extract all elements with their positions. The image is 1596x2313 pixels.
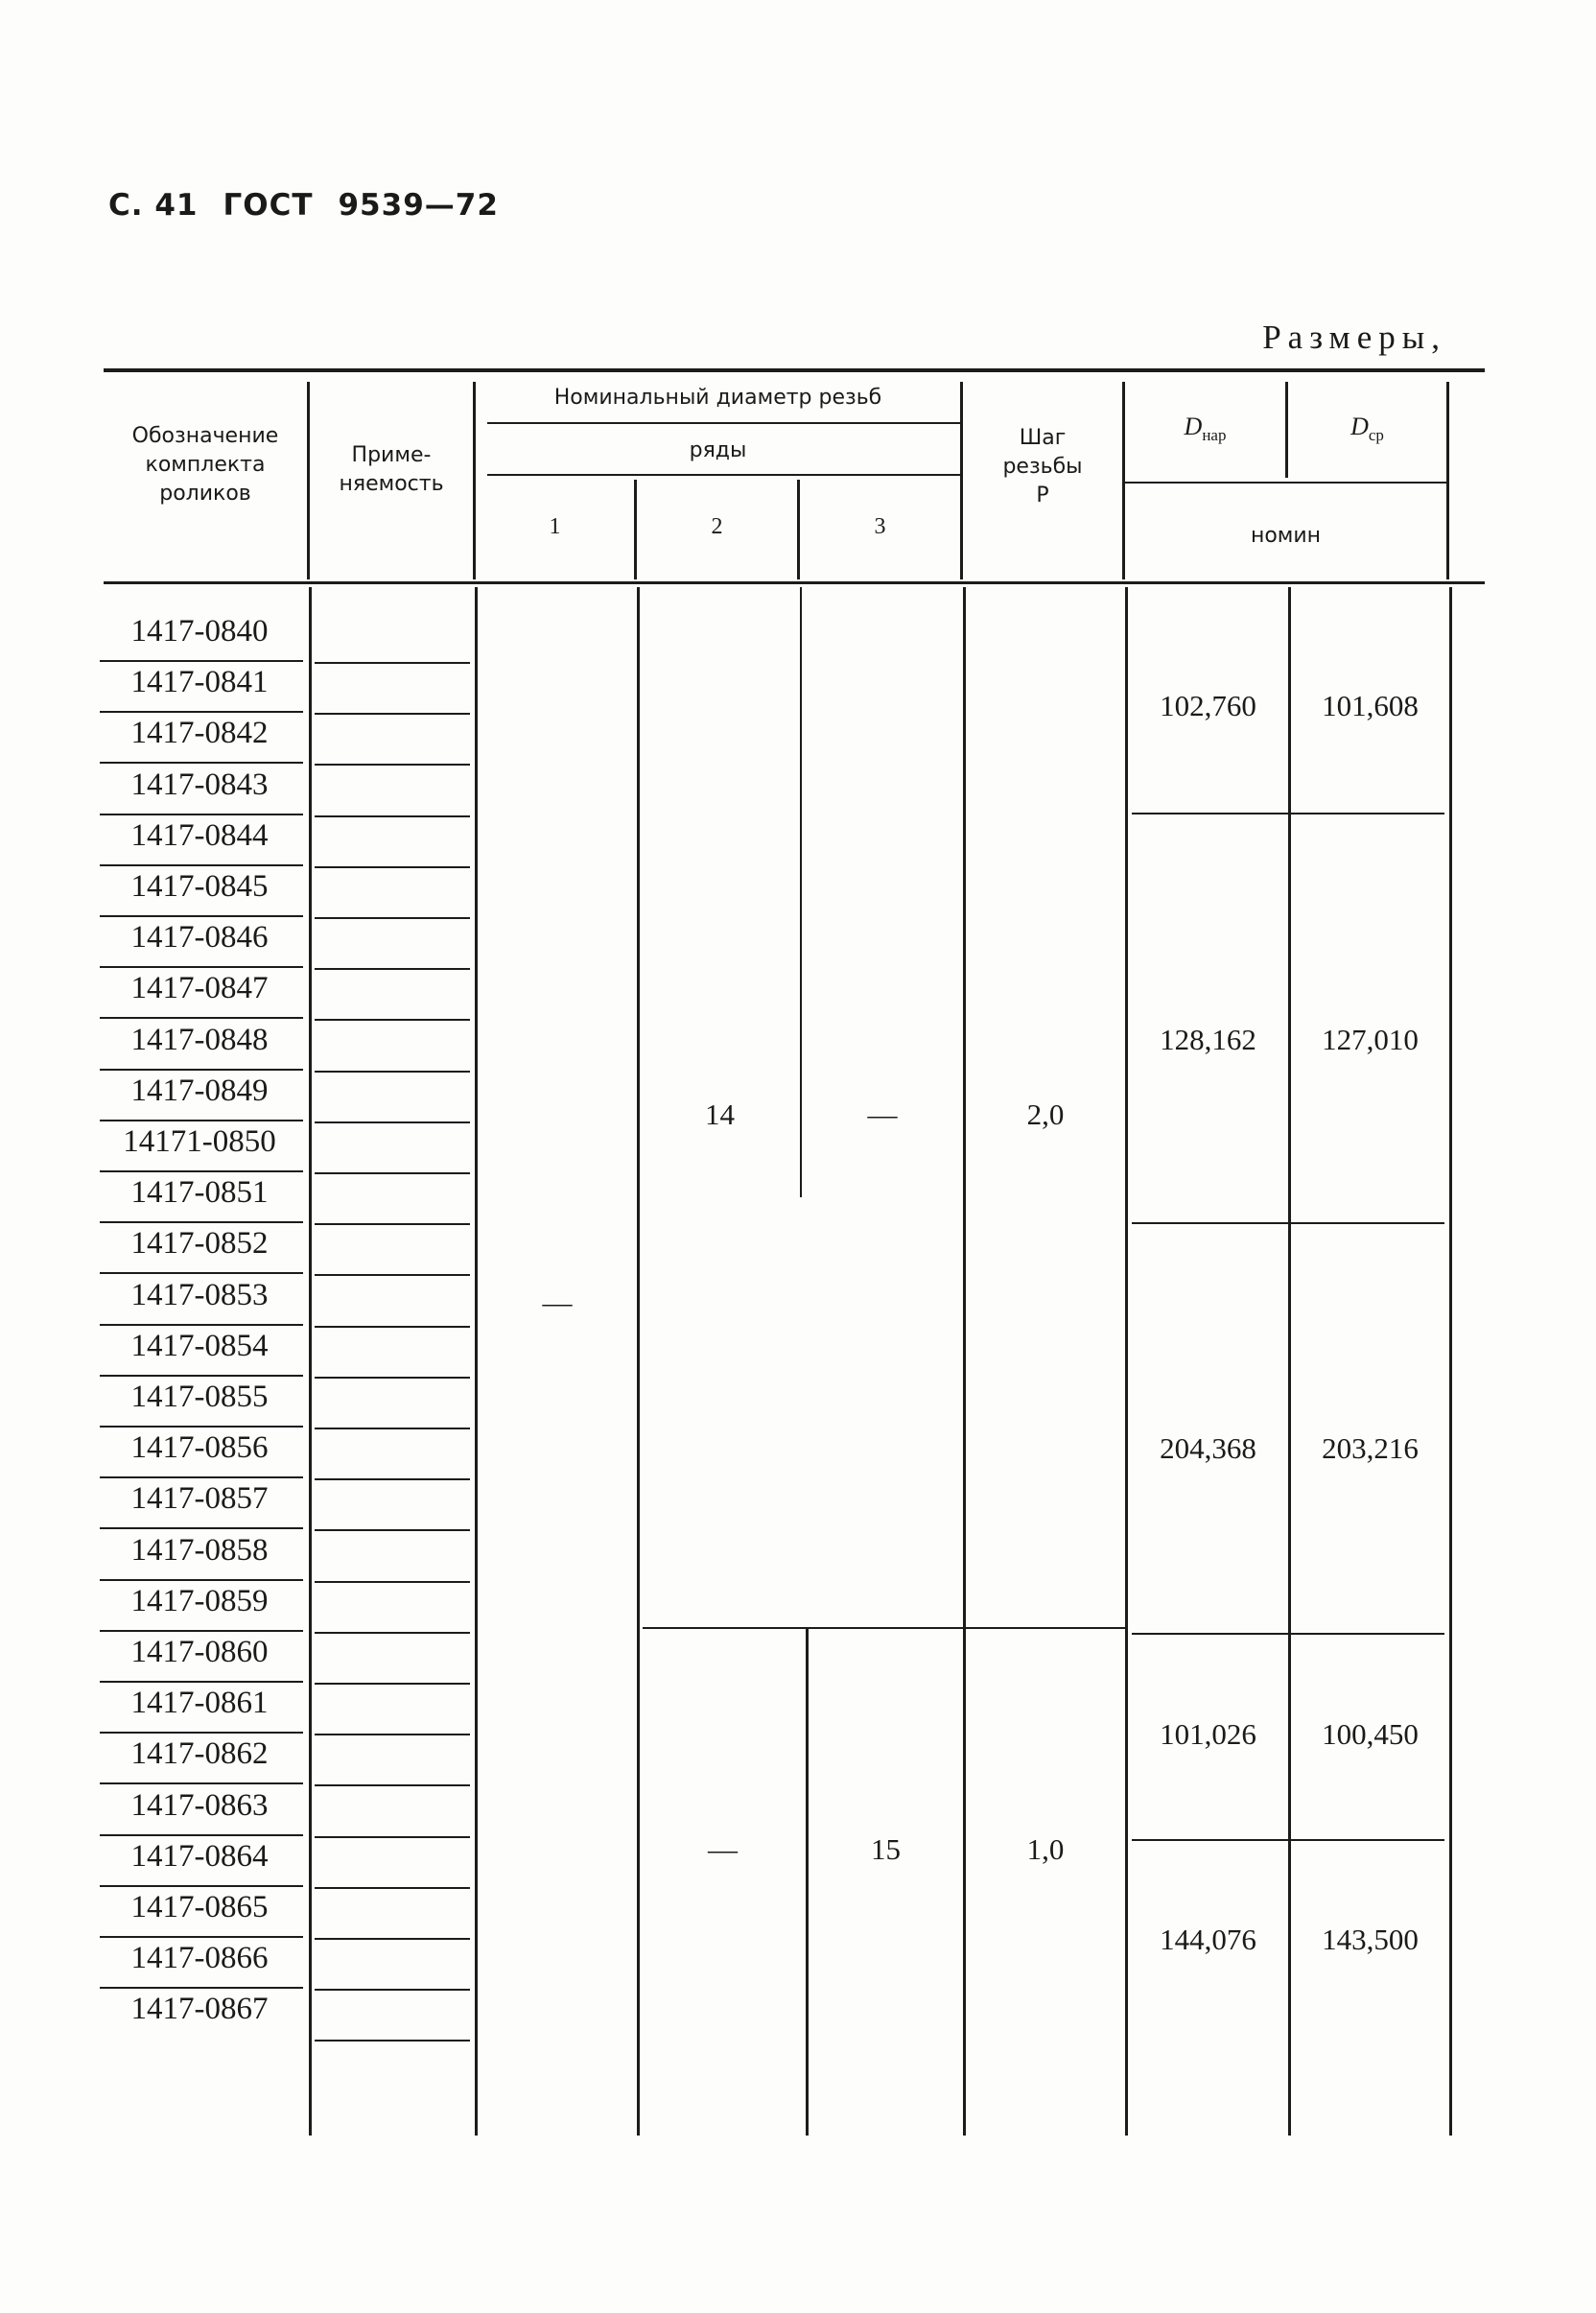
applicability-cell-rule [315,815,470,817]
body-divider [637,587,640,2136]
row-rule [100,1069,303,1071]
applicability-cell-rule [315,1377,470,1379]
row-rule [100,1426,303,1428]
header-subrule [487,422,961,424]
row-rule [100,1936,303,1938]
row-rule [100,762,303,764]
designation-code: 1417-0858 [130,1532,269,1568]
designation-code: 1417-0864 [130,1838,269,1874]
body-divider [1125,587,1128,2136]
applicability-cell-rule [315,1071,470,1073]
row-rule [100,814,303,815]
header-subrule [1124,482,1446,484]
row-rule [100,1579,303,1581]
row-rule [100,1120,303,1121]
applicability-cell-rule [315,1223,470,1225]
header-d-mean: $D_{ср}$ [1350,413,1384,445]
applicability-cell-rule [315,1326,470,1328]
standard-number: 9539—72 [338,188,499,223]
body-divider [1449,587,1452,2136]
designation-code: 1417-0849 [130,1073,269,1108]
applicability-cell-rule [315,1887,470,1889]
header-d-outer: $D_{нар}$ [1184,413,1227,445]
row-rule [100,1782,303,1784]
designation-code: 1417-0862 [130,1736,269,1772]
row-rule [100,1170,303,1172]
d-outer-value: 144,076 [1160,1923,1256,1956]
units-caption: Размеры, [1262,319,1446,356]
body-divider [963,587,966,2136]
designation-code: 1417-0860 [130,1635,269,1669]
designation-code: 14171-0850 [123,1124,276,1159]
designation-code: 1417-0840 [130,614,269,649]
applicability-cell-rule [315,1019,470,1021]
row-rule [100,660,303,662]
row-rule [100,1987,303,1989]
designation-code: 1417-0855 [130,1380,269,1414]
row-rule [100,1272,303,1274]
applicability-cell-rule [315,1734,470,1735]
table-top-rule [104,368,1485,372]
row-rule [100,915,303,917]
applicability-cell-rule [315,1581,470,1583]
body-divider [475,587,478,2136]
designation-code: 1417-0854 [130,1328,269,1363]
designation-code: 1417-0857 [130,1481,269,1517]
designation-code: 1417-0865 [130,1890,269,1924]
applicability-cell-rule [315,1529,470,1531]
applicability-cell-rule [315,1836,470,1838]
designation-code: 1417-0866 [130,1941,269,1976]
designation-code: 1417-0859 [130,1583,269,1618]
designation-code: 1417-0841 [130,665,269,700]
group-b-series-2: — [708,1832,738,1866]
designation-code: 1417-0846 [130,920,269,956]
row-rule [100,1476,303,1478]
applicability-cell-rule [315,713,470,715]
d-mean-value: 143,500 [1322,1923,1419,1956]
applicability-cell-rule [315,1478,470,1480]
dim-separator [1132,813,1444,814]
row-rule [100,1527,303,1529]
dim-separator [1132,1839,1444,1841]
header-subrule [487,474,961,476]
header-nominal: номин [1250,524,1322,548]
header-nominal-diameter: Номинальный диаметр резьб [553,386,882,410]
body-divider [309,587,312,2136]
row-rule [100,966,303,968]
d-mean-value: 203,216 [1322,1431,1419,1465]
group-separator [643,1627,1128,1629]
header-pitch: Шаг резьбы P [1002,426,1083,507]
header-row-3: 3 [874,514,886,539]
header-designation: Обозначение комплекта роликов [131,424,279,506]
group-b-pitch: 1,0 [1026,1832,1065,1866]
row-rule [100,711,303,713]
group-a-series-2: 14 [705,1097,735,1131]
applicability-cell-rule [315,1938,470,1940]
header-rows: ряды [689,438,747,462]
designation-code: 1417-0856 [130,1430,269,1466]
row-rule [100,1885,303,1887]
header-bottom-rule [104,581,1485,584]
designation-code: 1417-0867 [130,1992,269,2027]
d-mean-value: 101,608 [1322,689,1419,722]
applicability-cell-rule [315,1121,470,1123]
d-outer-value: 102,760 [1160,689,1256,722]
page-number: С. 41 [108,188,199,223]
designation-code: 1417-0863 [130,1787,269,1823]
d-mean-value: 127,010 [1322,1023,1419,1056]
applicability-cell-rule [315,1274,470,1276]
applicability-cell-rule [315,1683,470,1685]
designation-code: 1417-0853 [130,1277,269,1312]
applicability-cell-rule [315,917,470,919]
designation-code: 1417-0848 [130,1022,269,1057]
applicability-cell-rule [315,1989,470,1991]
d-outer-value: 128,162 [1160,1023,1256,1056]
d-outer-value: 204,368 [1160,1431,1256,1465]
applicability-cell-rule [315,764,470,766]
designation-code: 1417-0847 [130,971,269,1006]
header-row-1: 1 [549,514,561,539]
row-rule [100,1681,303,1683]
applicability-cell-rule [315,1428,470,1429]
dim-separator [1132,1222,1444,1224]
applicability-cell-rule [315,866,470,868]
d-outer-value: 101,026 [1160,1717,1256,1751]
applicability-cell-rule [315,968,470,970]
designation-code: 1417-0842 [130,716,269,751]
header-row-2: 2 [711,514,723,539]
row-rule [100,1732,303,1734]
dim-separator [1132,1633,1444,1635]
group-a-pitch: 2,0 [1026,1097,1065,1131]
standard-label: ГОСТ [223,188,314,223]
header-divider [1446,382,1449,579]
row-rule [100,1221,303,1223]
row-rule [100,1375,303,1377]
row-rule [100,1834,303,1836]
row-rule [100,864,303,866]
designation-code: 1417-0843 [130,767,269,802]
applicability-cell-rule [315,1632,470,1634]
designation-code: 1417-0851 [130,1175,269,1211]
applicability-cell-rule [315,1172,470,1174]
header-applicability: Приме- няемость [339,443,444,496]
group-b-series-3: 15 [871,1832,901,1866]
group-a-series-3: — [867,1097,898,1131]
row-rule [100,1017,303,1019]
applicability-cell-rule [315,1784,470,1786]
page-header [108,188,524,223]
designation-code: 1417-0844 [130,817,269,853]
row-rule [100,1324,303,1326]
series-1-value: — [542,1286,573,1319]
applicability-cell-rule [315,2040,470,2042]
designation-code: 1417-0852 [130,1226,269,1262]
d-mean-value: 100,450 [1322,1717,1419,1751]
applicability-cell-rule [315,662,470,664]
body-divider [806,1629,809,2136]
body-divider [1288,587,1291,2136]
designation-code: 1417-0861 [130,1686,269,1721]
designation-code: 1417-0845 [130,869,269,904]
row-rule [100,1630,303,1632]
